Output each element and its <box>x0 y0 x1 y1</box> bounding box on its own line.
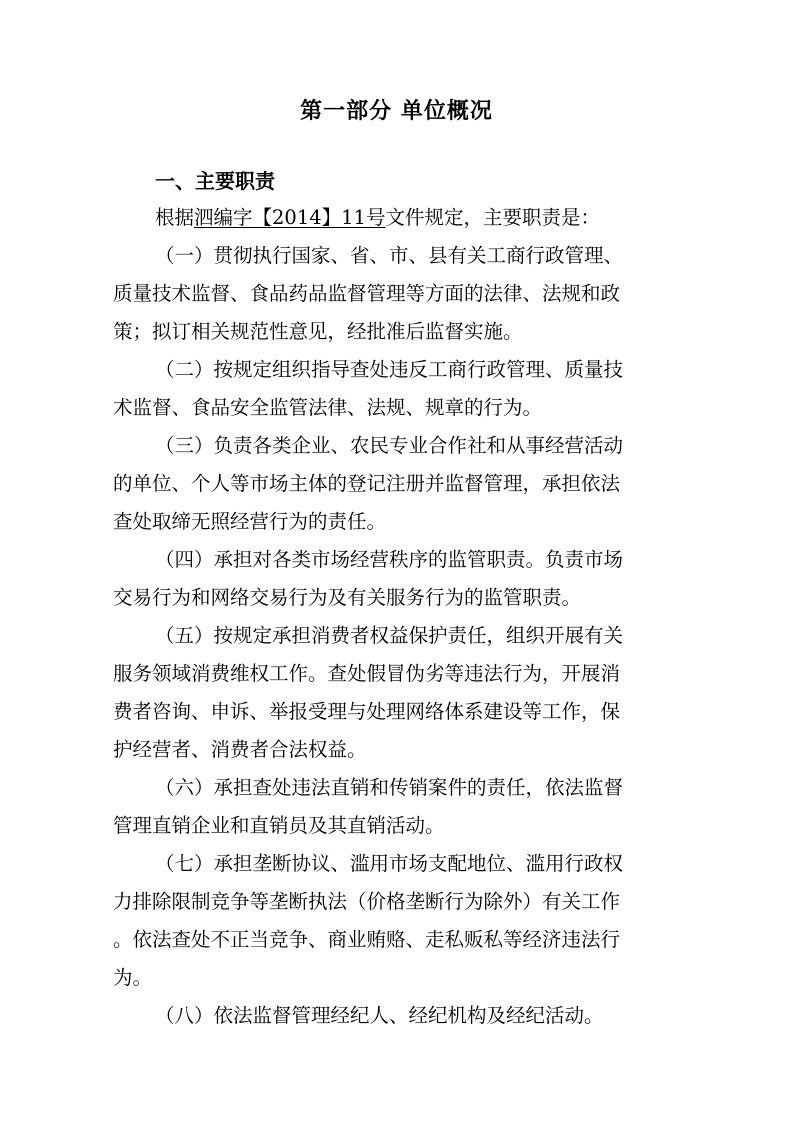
intro-prefix: 根据 <box>155 206 195 229</box>
duty-7-line-2: 力排除限制竞争等垄断执法（价格垄断行为除外）有关工作 <box>113 890 621 913</box>
intro-line <box>155 204 600 232</box>
duty-2-line-2: 术监督、食品安全监管法律、法规、规章的行为。 <box>113 396 543 419</box>
duty-3-line-1: （三）负责各类企业、农民专业合作社和从事经营活动 <box>155 434 624 457</box>
duty-1-line-1: （一）贯彻执行国家、省、市、县有关工商行政管理、 <box>155 244 624 267</box>
section-heading: 一、主要职责 <box>155 169 275 193</box>
duty-5-line-1: （五）按规定承担消费者权益保护责任，组织开展有关 <box>155 624 624 647</box>
duty-3-line-2: 的单位、个人等市场主体的登记注册并监督管理，承担依法 <box>113 472 621 495</box>
duty-5-line-4: 护经营者、消费者合法权益。 <box>113 738 367 761</box>
intro-suffix: 文件规定，主要职责是： <box>385 206 600 229</box>
duty-7-line-4: 为。 <box>113 966 153 989</box>
duty-1-line-2: 质量技术监督、食品药品监督管理等方面的法律、法规和政 <box>113 282 621 305</box>
duty-5-line-2: 服务领域消费维权工作。查处假冒伪劣等违法行为，开展消 <box>113 662 621 685</box>
duty-6-line-2: 管理直销企业和直销员及其直销活动。 <box>113 814 445 837</box>
page-title: 第一部分 单位概况 <box>300 99 493 124</box>
duty-7-line-1: （七）承担垄断协议、滥用市场支配地位、滥用行政权 <box>155 852 624 875</box>
duty-4-line-2: 交易行为和网络交易行为及有关服务行为的监管职责。 <box>113 586 582 609</box>
duty-4-line-1: （四）承担对各类市场经营秩序的监管职责。负责市场 <box>155 548 624 571</box>
document-reference: 泗编字【2014】11号 <box>194 206 386 229</box>
duty-2-line-1: （二）按规定组织指导查处违反工商行政管理、质量技 <box>155 358 624 381</box>
duty-7-line-3: 。依法查处不正当竞争、商业贿赂、走私贩私等经济违法行 <box>113 928 621 951</box>
duty-5-line-3: 费者咨询、申诉、举报受理与处理网络体系建设等工作，保 <box>113 700 621 723</box>
duty-6-line-1: （六）承担查处违法直销和传销案件的责任，依法监督 <box>155 776 624 799</box>
duty-1-line-3: 策；拟订相关规范性意见，经批准后监督实施。 <box>113 320 523 343</box>
duty-3-line-3: 查处取缔无照经营行为的责任。 <box>113 510 387 533</box>
duty-8-line-1: （八）依法监督管理经纪人、经纪机构及经纪活动。 <box>155 1004 604 1027</box>
